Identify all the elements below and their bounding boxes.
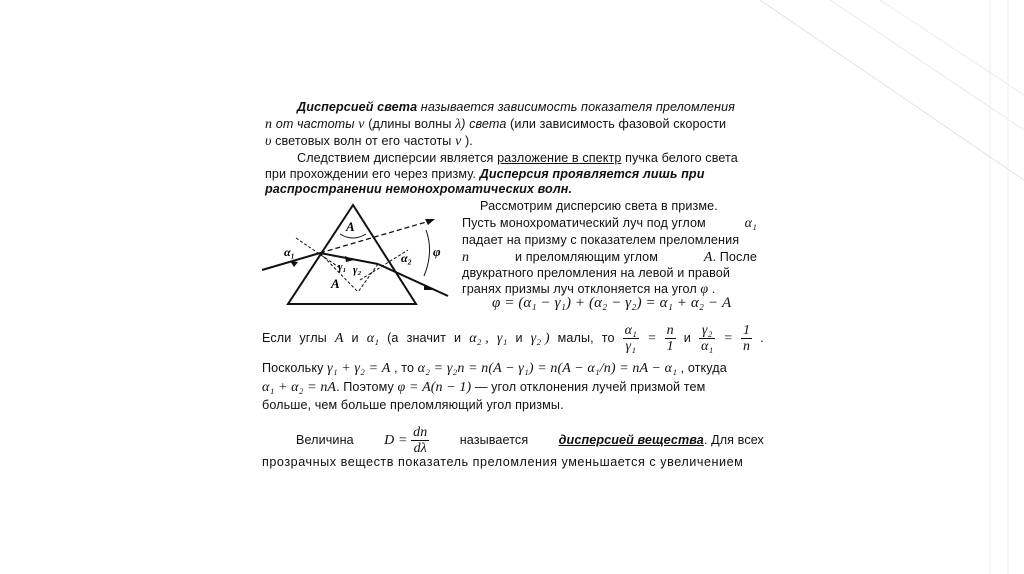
label-alpha2: α₂	[401, 251, 412, 265]
p3-line5: двукратного преломления на левой и правой	[462, 266, 731, 280]
label-A-inner: A	[331, 276, 340, 291]
prism-diagram	[258, 200, 458, 310]
fraction-dn-dlambda: $\frac{dn}{d\lambda}$	[413, 424, 428, 456]
p5-line2: α₁ + α₂ = nA. Поэтому φ = A(n − 1) — угол отклонения лучей призмой тем	[262, 380, 706, 395]
p3-line2: Пусть монохроматический луч под углом α₁	[462, 216, 757, 231]
label-phi: φ	[433, 244, 441, 259]
p6-line2: прозрачных веществ показатель преломления уменьшается с увеличением	[262, 455, 744, 469]
term-dispersion-of-light: Дисперсией света	[297, 100, 418, 114]
p3-line1: Рассмотрим дисперсию света в призме.	[480, 199, 718, 213]
p3-line3: падает на призму с показателем преломления	[462, 233, 740, 247]
fraction-alpha1-gamma1: $\frac{\text{α₁}}{\text{γ₁}}$	[624, 322, 638, 354]
term-material-dispersion: дисперсией вещества	[558, 432, 704, 447]
label-gamma2: γ₂	[353, 264, 362, 276]
emergent-ray	[378, 264, 448, 296]
fraction-gamma2-alpha1: $\frac{\text{γ₂}}{\text{α₁}}$	[700, 322, 714, 354]
p1-line2: n от частоты ν (длины волны λ) света (или зависимость фазовой скорости	[265, 117, 727, 132]
p2-line2: при прохождении его через призму. Дисперсия проявляется лишь при	[265, 167, 705, 181]
deflection-formula: φ = (α₁ − γ₁) + (α₂ − γ₂) = α₁ + α₂ − A	[492, 295, 732, 311]
p1-line1: Дисперсией света называется зависимость показателя преломления	[297, 100, 736, 114]
fraction-n-1: $\frac{n}{1}$	[666, 322, 674, 354]
label-A-top: A	[346, 219, 355, 234]
label-gamma1: γ₁	[338, 261, 347, 273]
p2-line1: Следствием дисперсии является разложение в спектр пучка белого света	[297, 151, 738, 165]
p4-line: Если углы A и α₁ (а значит и α₂ , γ₁ и γ₂ ) малы, то $\frac{\text{α₁}}{\text{γ₁}}$ = $\frac{n}{1}$ и $\frac{\text{γ₂}}{\text{α₁}}$ = $\frac{1}{n}$ .	[262, 322, 764, 354]
p3-line6: гранях призмы луч отклоняется на угол φ .	[462, 282, 716, 297]
fraction-1-n: $\frac{1}{n}$	[743, 322, 751, 354]
p1-line3: υ световых волн от его частоты ν ).	[265, 134, 473, 149]
p6-line1: Величина D = $\frac{dn}{d\lambda}$ называется дисперсией вещества. Для всех	[296, 424, 764, 456]
label-alpha1: α₁	[284, 245, 295, 259]
p5-line3: больше, чем больше преломляющий угол призмы.	[262, 398, 564, 412]
p5-line1: Поскольку γ₁ + γ₂ = A , то α₂ = γ₂n = n(A − γ₁) = n(A − α₁/n) = nA − α₁ , откуда	[262, 361, 727, 376]
p3-line4: n и преломляющим углом A. После	[462, 250, 757, 265]
link-spectrum-decomposition: разложение в спектр	[497, 151, 622, 165]
extension-line	[320, 220, 433, 253]
p2-line3: распространении немонохроматических волн.	[265, 182, 573, 196]
